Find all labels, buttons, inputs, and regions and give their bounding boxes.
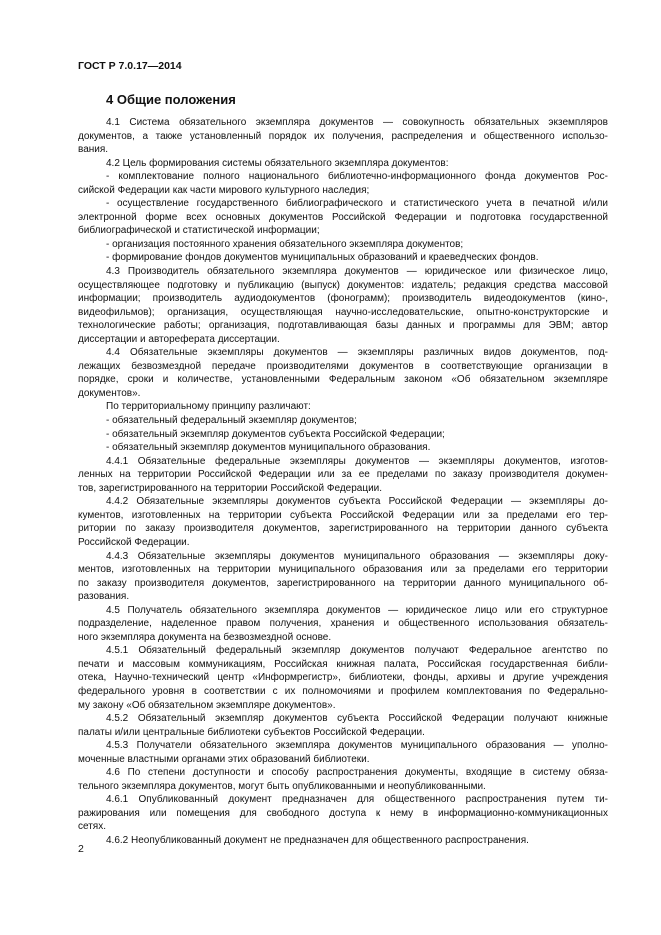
- text-line: ритории по заказу производителя документов, зарегистрированного на территории данного субъекта: [78, 523, 608, 535]
- text-line: 4.4 Обязательные экземпляры документов — экземпляры различных видов документов, под-: [106, 347, 608, 359]
- document-body: [78, 116, 608, 848]
- text-line: - обязательный экземпляр документов субъекта Российской Федерации;: [106, 428, 445, 440]
- text-line: сийской Федерации как части мирового культурного наследия;: [78, 184, 370, 196]
- text-line: подразделение, наделенное правом получения, хранения и общественного использования обязатель-: [78, 618, 608, 630]
- text-line: технологические работы; организация, подготавливающая базы данных и программы для ЭВМ; автор: [78, 320, 608, 332]
- text-line: осуществляющее подготовку и публикацию (выпуск) документов: издатель; редакция средства массовой: [78, 279, 608, 291]
- text-line: ного экземпляра документа на безвозмездной основе.: [78, 631, 332, 643]
- text-line: федерального уровня в соответствии с их полномочиями и профилем комплектования по Федерально-: [78, 685, 608, 697]
- text-line: - организация постоянного хранения обязательного экземпляра документов;: [106, 238, 464, 250]
- text-line: 4.5 Получатель обязательного экземпляра документов — юридическое лицо или его структурное: [106, 604, 608, 616]
- text-line: видеофильмов); организация, осуществляющая научно-исследовательские, опытно-конструкторские и: [78, 306, 608, 318]
- text-line: информации; производитель аудиодокументов (фонограмм); производитель видеодокументов (кино-,: [78, 293, 608, 305]
- text-line: по заказу производителя документов, зарегистрированного на территории данного муниципального об-: [78, 577, 608, 589]
- text-line: 4.2 Цель формирования системы обязательного экземпляра документов:: [106, 157, 449, 169]
- text-line: печати и массовым коммуникациям, Российская книжная палата, Российская государственная библи-: [78, 658, 608, 670]
- text-line: электронной форме всех основных документов Российской Федерации и подготовка государственной: [78, 211, 608, 223]
- text-line: палаты и/или центральные библиотеки субъектов Российской Федерации.: [78, 726, 425, 738]
- section-title: 4 Общие положения: [106, 92, 236, 107]
- text-line: отека, Научно-технический центр «Информрегистр», библиотеки, фонды, архивы и другие учреждения: [78, 672, 608, 684]
- text-line: документов, а также установленный порядок их получения, распределения и общественного использо-: [78, 130, 608, 142]
- text-line: 4.6 По степени доступности и способу распространения документы, входящие в систему обяза-: [106, 767, 608, 779]
- text-line: ражирования или помещения для свободного доступа к нему в информационно-коммуникационных: [78, 807, 608, 819]
- text-line: 4.5.3 Получатели обязательного экземпляра документов муниципального образования — уполно-: [106, 740, 608, 752]
- text-line: 4.3 Производитель обязательного экземпляра документов — юридическое или физическое лицо,: [106, 266, 608, 278]
- text-line: 4.5.1 Обязательный федеральный экземпляр документов получают Федеральное агентство по: [106, 645, 608, 657]
- text-line: - формирование фондов документов муниципальных образований и краеведческих фондов.: [106, 252, 539, 264]
- text-line: порядке, сроки и количестве, установленными Федеральным законом «Об обязательном экземпляре: [78, 374, 608, 386]
- text-line: Российской Федерации.: [78, 536, 190, 548]
- text-line: - обязательный федеральный экземпляр документов;: [106, 415, 357, 427]
- text-line: 4.4.3 Обязательные экземпляры документов муниципального образования — экземпляры доку-: [106, 550, 608, 562]
- text-line: моченные властными органами этих образований библиотеки.: [78, 753, 370, 765]
- text-line: По территориальному принципу различают:: [106, 401, 311, 413]
- text-line: 4.6.2 Неопубликованный документ не предназначен для общественного распространения.: [106, 834, 529, 846]
- text-line: тельного экземпляра документов, могут быть опубликованными и неопубликованными.: [78, 780, 486, 792]
- text-line: сетях.: [78, 821, 107, 833]
- text-line: 4.1 Система обязательного экземпляра документов — совокупность обязательных экземпляров: [106, 117, 608, 128]
- page-number: 2: [78, 843, 84, 855]
- text-line: - обязательный экземпляр документов муниципального образования.: [106, 442, 431, 454]
- text-line: му закону «Об обязательном экземпляре документов».: [78, 699, 336, 711]
- text-line: вания.: [78, 144, 109, 156]
- text-line: 4.4.1 Обязательные федеральные экземпляры документов — экземпляры документов, изготов-: [106, 455, 608, 467]
- text-line: 4.5.2 Обязательный экземпляр документов субъекта Российской Федерации получают книжные: [106, 713, 608, 725]
- document-header: ГОСТ Р 7.0.17—2014: [78, 60, 182, 72]
- text-line: - осуществление государственного библиографического и статистического учета в печатной и/или: [106, 198, 608, 210]
- text-line: тов, зарегистрированного на территории Российской Федерации.: [78, 482, 383, 494]
- text-line: - комплектование полного национального библиотечно-информационного фонда документов Рос-: [106, 171, 608, 183]
- text-line: ментов, изготовленных на территории муниципального образования или за пределами его территории: [78, 564, 608, 576]
- text-line: документов».: [78, 387, 141, 399]
- text-line: диссертации и автореферата диссертации.: [78, 333, 280, 345]
- text-line: 4.4.2 Обязательные экземпляры документов субъекта Российской Федерации — экземпляры до-: [106, 496, 608, 508]
- text-line: ленных на территории Российской Федерации или за ее пределами по заказу производителя докумен-: [78, 469, 608, 481]
- text-line: лежащих безвозмездной передаче производителями документов в соответствующие организации в: [78, 360, 608, 372]
- text-line: разования.: [78, 591, 130, 603]
- text-line: 4.6.1 Опубликованный документ предназначен для общественного распространения путем ти-: [106, 794, 608, 806]
- text-line: кументов, изготовленных на территории субъекта Российской Федерации или за пределами его тер-: [78, 509, 608, 521]
- text-line: библиографической и статистической информации;: [78, 225, 320, 237]
